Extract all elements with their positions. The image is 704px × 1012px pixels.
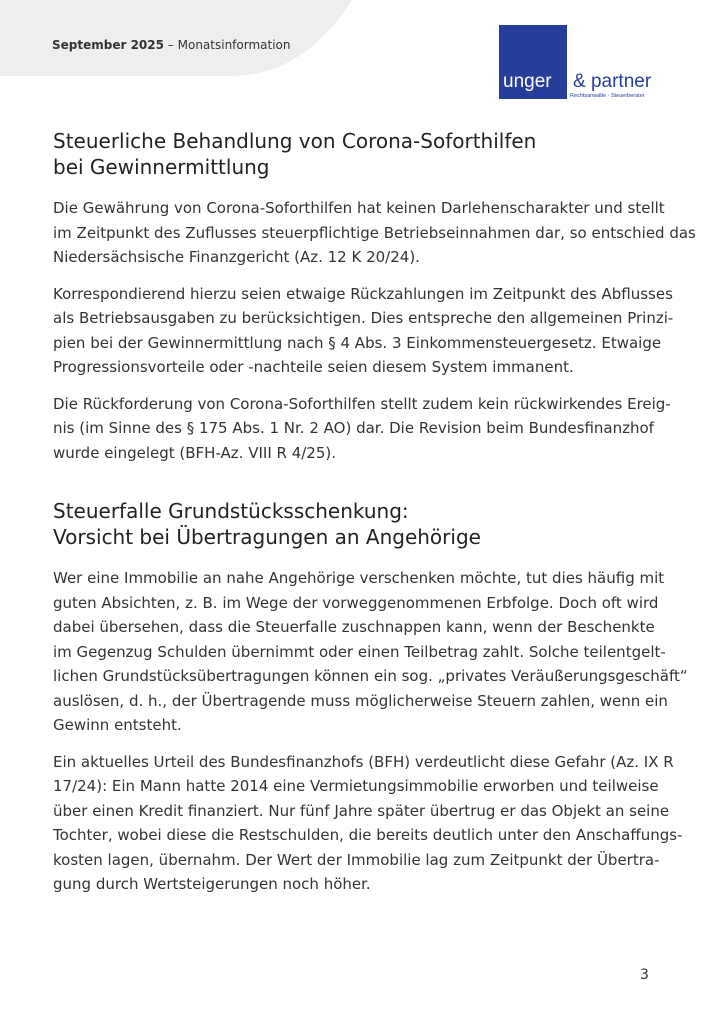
logo-partner: & partner: [573, 71, 652, 92]
main-content: [53, 128, 696, 930]
text-line: wurde eingelegt (BFH-Az. VIII R 4/25).: [53, 443, 337, 462]
article-paragraph: [53, 392, 671, 466]
text-line: Wer eine Immobilie an nahe Angehörige verschenken möchte, tut dies häufig mit: [53, 569, 665, 587]
text-line: im Gegenzug Schulden übernimmt oder einen Teilbetrag zahlt. Solche teilentgelt-: [53, 642, 666, 661]
text-line: kosten lagen, übernahm. Der Wert der Immobilie lag zum Zeitpunkt der Übertra-: [53, 850, 660, 869]
heading-line: Steuerfalle Grundstücksschenkung:: [53, 499, 409, 523]
text-line: Niedersächsische Finanzgericht (Az. 12 K 20/24).: [53, 248, 420, 266]
header-separator: –: [163, 38, 178, 52]
article-section: [53, 128, 696, 465]
text-line: Die Rückforderung von Corona-Soforthilfen stellt zudem kein rückwirkendes Ereig-: [53, 394, 671, 413]
article-paragraph: [53, 566, 688, 738]
text-line: lichen Grundstücksübertragungen können ein sog. „privates Veräußerungsgeschäft“: [53, 667, 688, 685]
text-line: Korrespondierend hierzu seien etwaige Rückzahlungen im Zeitpunkt des Abflusses: [53, 284, 673, 303]
logo-subtitle: Rechtsanwälte · Steuerberater: [570, 93, 645, 99]
text-line: Die Gewährung von Corona-Soforthilfen hat keinen Darlehenscharakter und stellt: [53, 199, 665, 217]
header-info: [52, 38, 291, 52]
text-line: Tochter, wobei diese die Restschulden, die bereits deutlich unter den Anschaffungs-: [53, 826, 683, 844]
heading-line: Steuerliche Behandlung von Corona-Soforthilfen: [53, 129, 537, 153]
article-heading: [53, 128, 653, 180]
text-line: nis (im Sinne des § 175 Abs. 1 Nr. 2 AO) dar. Die Revision beim Bundesfinanzhof: [53, 419, 654, 437]
text-line: als Betriebsausgaben zu berücksichtigen. Dies entspreche den allgemeinen Prinzi-: [53, 309, 674, 327]
company-logo: [499, 25, 655, 105]
header-title: Monatsinformation: [177, 38, 291, 52]
article-heading: [53, 498, 653, 550]
text-line: pien bei der Gewinnermittlung nach § 4 Abs. 3 Einkommensteuergesetz. Etwaige: [53, 333, 662, 352]
heading-line: bei Gewinnermittlung: [53, 155, 270, 179]
text-line: Progressionsvorteile oder -nachteile seien diesem System immanent.: [53, 358, 574, 376]
text-line: guten Absichten, z. B. im Wege der vorweggenommenen Erbfolge. Doch oft wird: [53, 593, 659, 612]
heading-line: Vorsicht bei Übertragungen an Angehörige: [53, 525, 481, 549]
text-line: Gewinn entsteht.: [53, 716, 182, 734]
text-line: Ein aktuelles Urteil des Bundesfinanzhofs (BFH) verdeutlicht diese Gefahr (Az. IX R: [53, 752, 674, 771]
article-section: [53, 498, 688, 897]
logo-name: unger: [503, 71, 552, 92]
text-line: im Zeitpunkt des Zuflusses steuerpflichtige Betriebseinnahmen dar, so entschied das: [53, 223, 696, 242]
article-paragraph: [53, 282, 674, 380]
text-line: über einen Kredit finanziert. Nur fünf Jahre später übertrug er das Objekt an seine: [53, 801, 670, 820]
text-line: gung durch Wertsteigerungen noch höher.: [53, 875, 371, 893]
text-line: 17/24): Ein Mann hatte 2014 eine Vermietungsimmobilie erworben und teilweise: [53, 777, 659, 795]
article-paragraph: [53, 196, 696, 270]
text-line: dabei übersehen, dass die Steuerfalle zuschnappen kann, wenn der Beschenkte: [53, 618, 655, 636]
text-line: auslösen, d. h., der Übertragende muss möglicherweise Steuern zahlen, wenn ein: [53, 691, 668, 710]
article-paragraph: [53, 750, 683, 897]
page-number: 3: [640, 967, 649, 983]
header-month: September 2025: [52, 38, 164, 52]
